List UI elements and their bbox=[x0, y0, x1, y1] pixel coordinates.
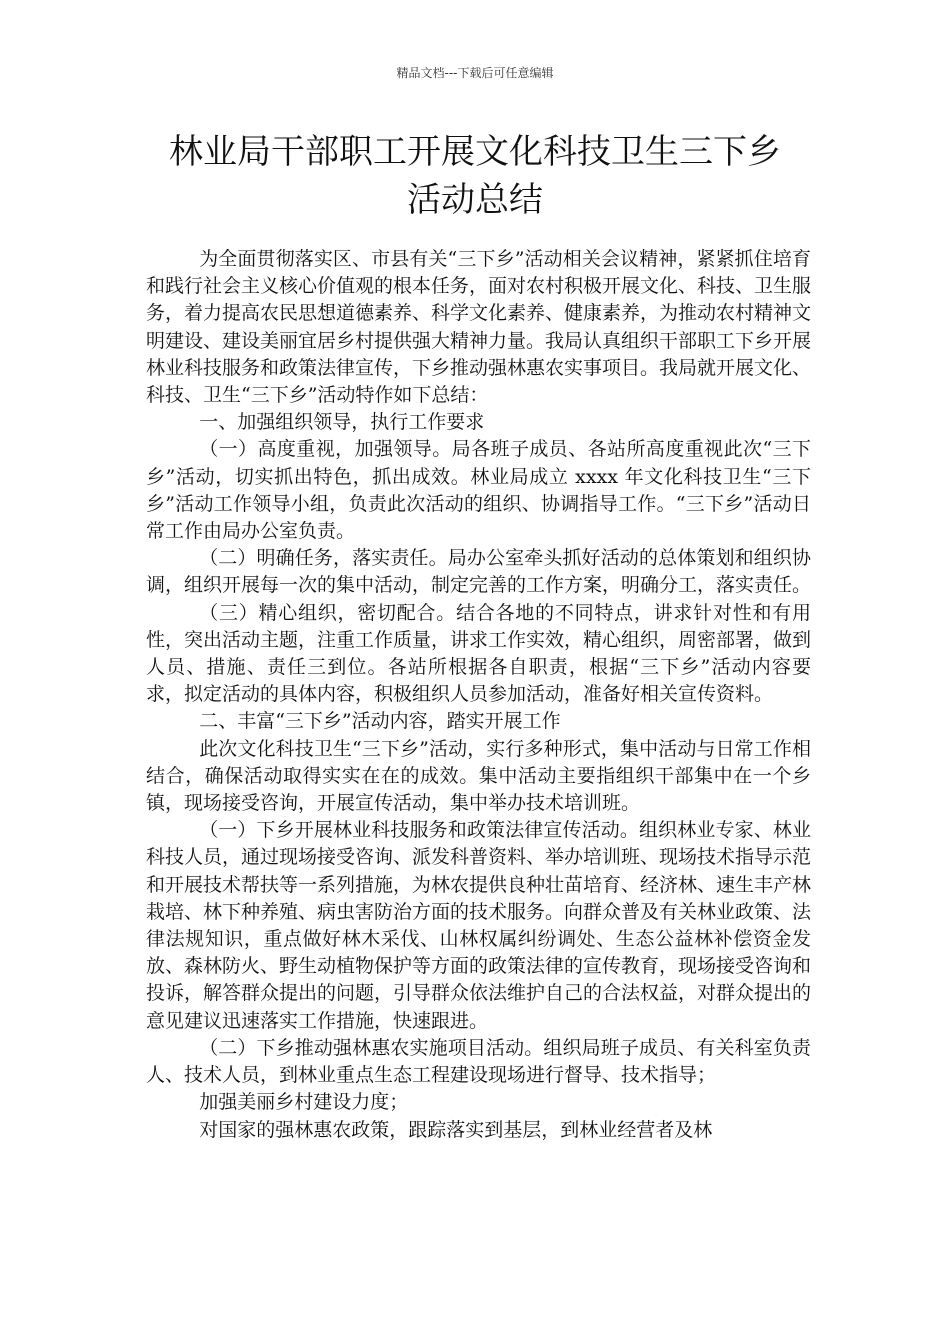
document-title-line-1: 林业局干部职工开展文化科技卫生三下乡 bbox=[169, 132, 781, 172]
document-title bbox=[120, 128, 830, 224]
section-heading-2: 二、丰富“三下乡”活动内容，踏实开展工作 bbox=[199, 710, 561, 733]
section-heading-1: 一、加强组织领导，执行工作要求 bbox=[199, 411, 485, 434]
paragraph-intro: 为全面贯彻落实区、市县有关“三下乡”活动相关会议精神，紧紧抓住培育和践行社会主义核心价值观的根本任务，面对农村积极开展文化、科技、卫生服务，着力提高农民思想道德素养、科学文化素养、健康素养，为推动农村精神文明建设、建设美丽宜居乡村提供强大精神力量。我局认真组织干部职工下乡开展林业科技服务和政策法律宣传，下乡推动强林惠农实事项目。我局就开展文化、科技、卫生“三下乡”活动特作如下总结： bbox=[146, 248, 812, 407]
document-title-line-2: 活动总结 bbox=[407, 180, 543, 220]
paragraph-1-3: （三）精心组织，密切配合。结合各地的不同特点，讲求针对性和有用性，突出活动主题，注重工作质量，讲求工作实效，精心组织，周密部署，做到人员、措施、责任三到位。各站所根据各自职责，根据“三下乡”活动内容要求，拟定活动的具体内容，积极组织人员参加活动，准备好相关宣传资料。 bbox=[146, 601, 812, 706]
page-header-note: 精品文档---下载后可任意编辑 bbox=[396, 66, 554, 80]
paragraph-2-intro: 此次文化科技卫生“三下乡”活动，实行多种形式，集中活动与日常工作相结合，确保活动取得实实在在的成效。集中活动主要指组织干部集中在一个乡镇，现场接受咨询，开展宣传活动，集中举办技术培训班。 bbox=[146, 737, 811, 815]
paragraph-1-1: （一）高度重视，加强领导。局各班子成员、各站所高度重视此次“三下乡”活动，切实抓出特色，抓出成效。林业局成立 xxxx 年文化科技卫生“三下乡”活动工作领导小组，负责此次活动的组织、协调指导工作。“三下乡”活动日常工作由局办公室负责。 bbox=[146, 438, 811, 543]
paragraph-2-4: 对国家的强林惠农政策，跟踪落实到基层，到林业经营者及林 bbox=[199, 1118, 713, 1141]
paragraph-2-2: （二）下乡推动强林惠农实施项目活动。组织局班子成员、有关科室负责人、技术人员，到林业重点生态工程建设现场进行督导、技术指导； bbox=[146, 1036, 811, 1087]
paragraph-2-1: （一）下乡开展林业科技服务和政策法律宣传活动。组织林业专家、林业科技人员，通过现场接受咨询、派发科普资料、举办培训班、现场技术指导示范和开展技术帮扶等一系列措施，为林农提供良种壮苗培育、经济林、速生丰产林栽培、林下种养殖、病虫害防治方面的技术服务。向群众普及有关林业政策、法律法规知识，重点做好林木采伐、山林权属纠纷调处、生态公益林补偿资金发放、森林防火、野生动植物保护等方面的政策法律的宣传教育，现场接受咨询和投诉，解答群众提出的问题，引导群众依法维护自己的合法权益，对群众提出的意见建议迅速落实工作措施，快速跟进。 bbox=[146, 819, 812, 1032]
paragraph-1-2: （二）明确任务，落实责任。局办公室牵头抓好活动的总体策划和组织协调，组织开展每一次的集中活动，制定完善的工作方案，明确分工，落实责任。 bbox=[146, 547, 812, 597]
document-body bbox=[146, 246, 811, 1144]
paragraph-2-3: 加强美丽乡村建设力度； bbox=[199, 1091, 409, 1114]
